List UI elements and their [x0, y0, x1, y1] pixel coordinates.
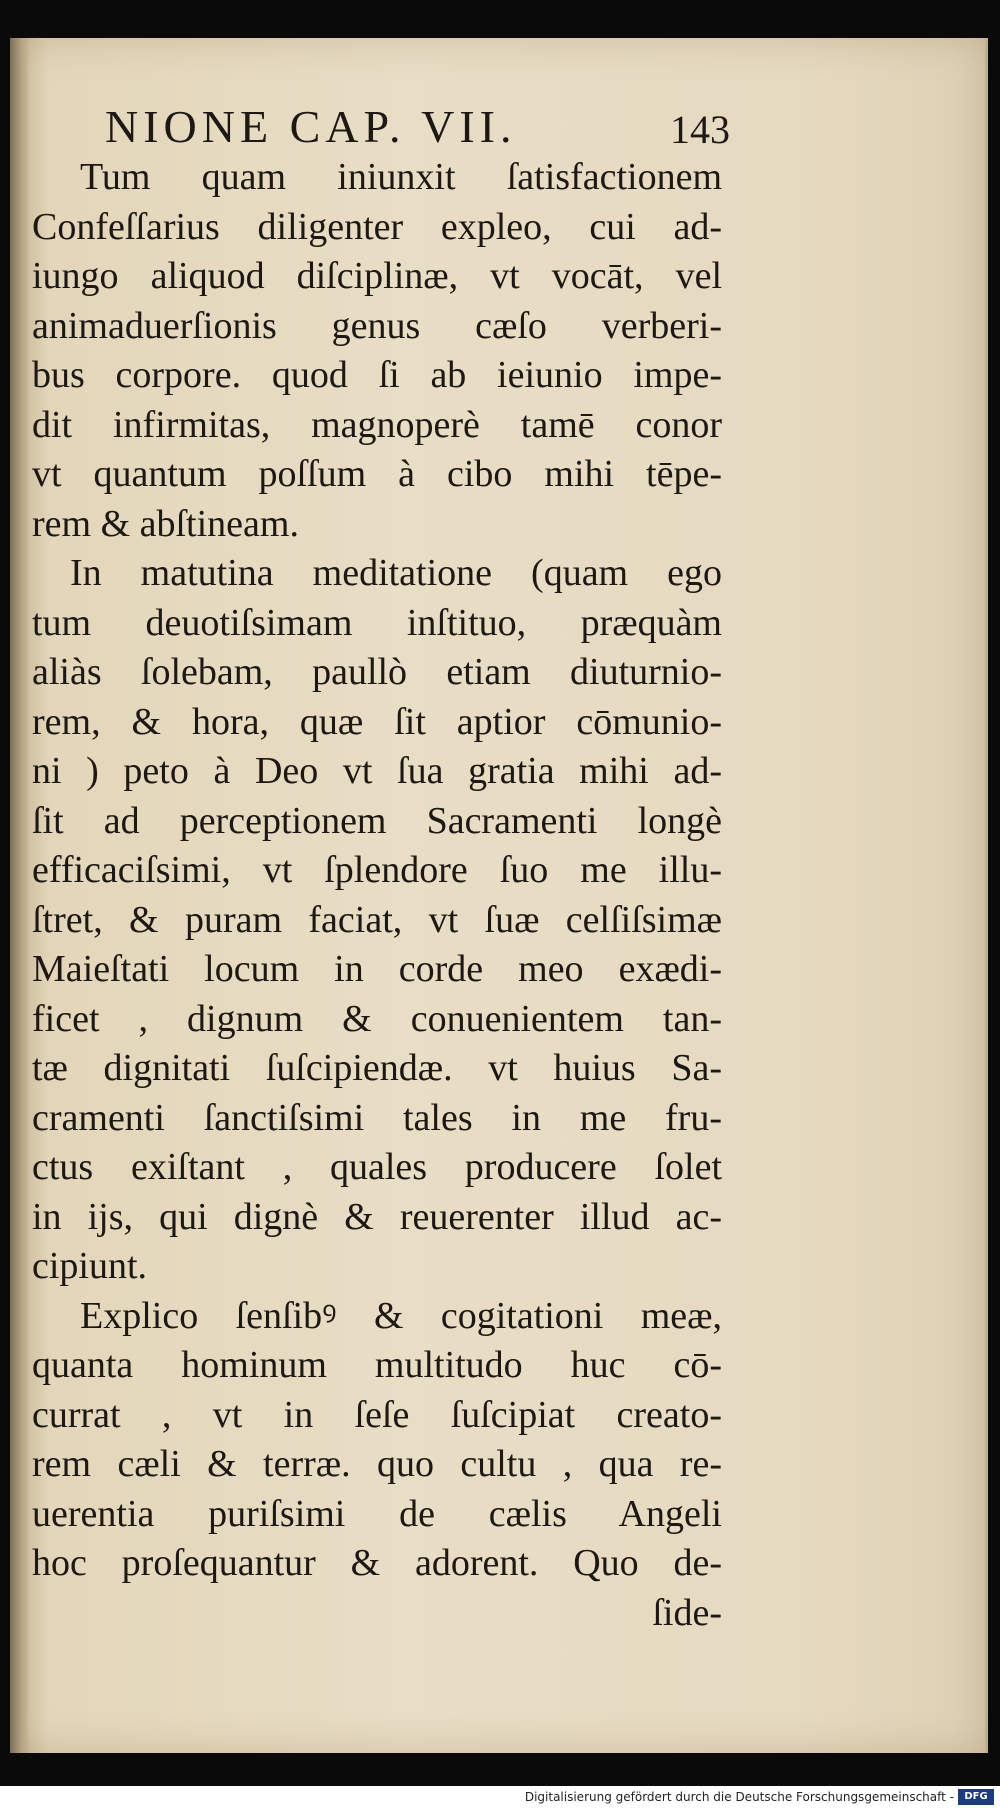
text-line: aliàs ſolebam, paullò etiam diuturnio- — [32, 651, 722, 693]
text-line: animaduerſionis genus cæſo verberi- — [32, 304, 722, 347]
book-page — [10, 38, 988, 1753]
digitization-credit — [0, 1786, 1000, 1808]
text-line: quanta hominum multitudo huc cō- — [32, 1344, 722, 1386]
text-line: vt quantum poſſum à cibo mihi tēpe- — [32, 453, 722, 495]
credit-text: Digitalisierung gefördert durch die Deutsche Forschungsgemeinschaft - — [524, 1790, 954, 1804]
text-line: ſtret, & puram faciat, vt ſuæ celſiſsimæ — [32, 898, 722, 941]
text-line: rem cæli & terræ. quo cultu , qua re- — [32, 1443, 722, 1485]
text-line: hoc proſequantur & adorent. Quo de- — [32, 1542, 722, 1584]
page-number: 143 — [670, 107, 730, 152]
text-line: ſit ad perceptionem Sacramenti longè — [32, 799, 722, 842]
catchword: ſide- — [652, 1591, 722, 1634]
text-line: currat , vt in ſeſe ſuſcipiat creato- — [32, 1393, 722, 1436]
text-line: Maieſtati locum in corde meo exædi- — [32, 948, 722, 990]
text-line: ctus exiſtant , quales producere ſolet — [32, 1146, 722, 1188]
text-line: tum deuotiſsimam inſtituo, præquàm — [32, 601, 722, 644]
text-line: ficet , dignum & conuenientem tan- — [32, 997, 722, 1040]
text-line: Confeſſarius diligenter expleo, cui ad- — [32, 205, 722, 248]
text-line: uerentia puriſsimi de cælis Angeli — [32, 1492, 722, 1535]
text-line: in ijs, qui dignè & reuerenter illud ac- — [32, 1195, 722, 1238]
text-line: rem & abſtineam. — [32, 502, 299, 545]
text-line: efficaciſsimi, vt ſplendore ſuo me illu- — [32, 849, 722, 891]
text-line: In matutina meditatione (quam ego — [70, 552, 722, 594]
text-line: bus corpore. quod ſi ab ieiunio impe- — [32, 354, 722, 396]
page-body-text — [32, 153, 722, 1638]
running-header: NIONE CAP. VII. — [105, 101, 517, 152]
text-line: ni ) peto à Deo vt ſua gratia mihi ad- — [32, 750, 722, 792]
text-line: Explico ſenſibꝰ & cogitationi meæ, — [80, 1294, 722, 1337]
text-line: tæ dignitati ſuſcipiendæ. vt huius Sa- — [32, 1047, 722, 1089]
text-line: cramenti ſanctiſsimi tales in me fru- — [32, 1096, 722, 1139]
text-line: Tum quam iniunxit ſatisfactionem — [80, 156, 722, 198]
text-line: cipiunt. — [32, 1245, 148, 1287]
dfg-logo: DFG — [958, 1789, 994, 1805]
text-line: iungo aliquod diſciplinæ, vt vocāt, vel — [32, 255, 722, 297]
text-line: dit infirmitas, magnoperè tamē conor — [32, 403, 722, 446]
text-line: rem, & hora, quæ ſit aptior cōmunio- — [32, 700, 722, 743]
